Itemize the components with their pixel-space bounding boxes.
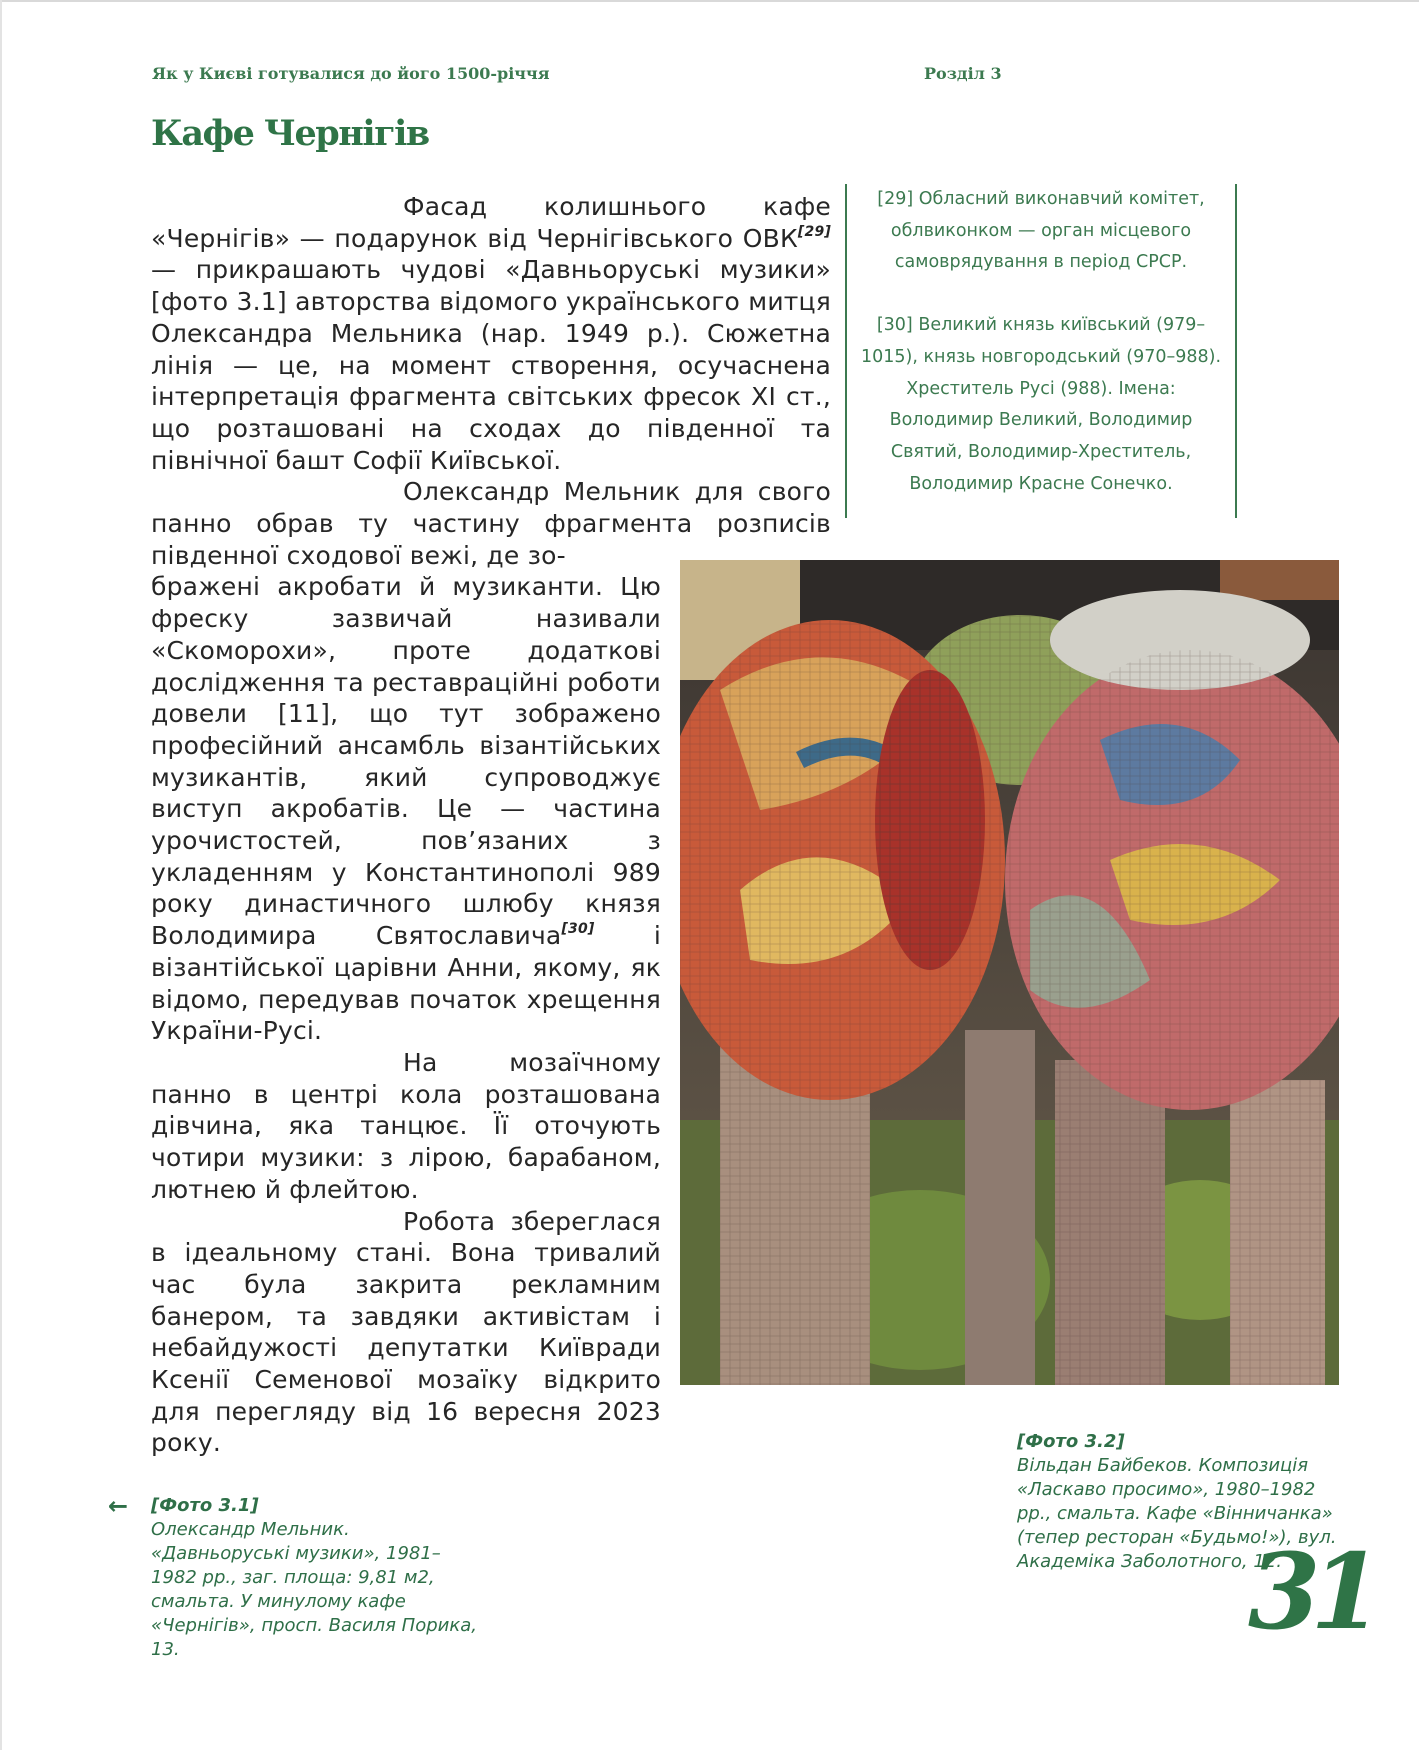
caption-photo-3-1-title: [Фото 3.1] <box>151 1495 259 1516</box>
footnote-30: [30] Великий князь київський (979–1015), князь новгородський (970–988). Хреститель Русі (988). Імена: Володимир Великий, Володимир Святий, Володимир-Хреститель, Володимир Красне Сонечко. <box>860 315 1222 494</box>
paragraph-2-continued: бражені акробати й музиканти. Цю фреску зазвичай називали «Скоморохи», проте додаткові дослідження та реставраційні роботи довели [11], що тут зображено професійний ансамбль візантійських музикантів, який супроводжує виступ акробатів. Це — частина урочистостей, пов’язаних з укладенням у Константинополі 989 року династичного шлюбу князя Володимира Святославича[30] і візантійської царівни Анни, якому, як відомо, передував початок хрещення України-Русі. <box>151 572 661 1046</box>
paragraph-3: На мозаїчному панно в центрі кола розташована дівчина, яка танцює. Її оточують чотири музики: з лірою, барабаном, лютнею й флейтою. <box>151 1047 661 1204</box>
mosaic-sculpture-image <box>680 560 1339 1385</box>
paragraph-2-top: Олександр Мельник для свого панно обрав ту частину фрагмента розписів південної сходової вежі, де зо- <box>151 477 831 570</box>
narrow-column <box>151 571 661 1459</box>
mosaic-photo <box>680 560 1339 1385</box>
running-header-chapter: Розділ 3 <box>924 64 1002 83</box>
page-edge-top <box>0 0 1419 2</box>
paragraph-4: Робота збереглася в ідеальному стані. Вона тривалий час була закрита рекламним банером, та завдяки активістам і небайдужості депутатки Київради Ксенії Семенової мозаїку відкрито для перегляду від 16 вересня 2023 року. <box>151 1206 661 1458</box>
footnote-29: [29] Обласний виконавчий комітет, облвиконком — орган місцевого самоврядування в період СРСР. <box>877 189 1205 273</box>
page-number: 31 <box>1248 1530 1373 1653</box>
running-header-title: Як у Києві готувалися до його 1500-річчя <box>152 64 550 83</box>
footnotes-column <box>845 184 1237 518</box>
caption-photo-3-2-text: Вільдан Байбеков. Композиція «Ласкаво просимо», 1980–1982 рр., смальта. Кафе «Вінничанка» (тепер ресторан «Будьмо!»), вул. Академіка Заболотного, 12. <box>1017 1455 1337 1572</box>
footnote-ref-30[interactable]: [30] <box>561 921 595 938</box>
caption-photo-3-1 <box>151 1494 481 1662</box>
caption-photo-3-1-text: Олександр Мельник. «Давньоруські музики», 1981–1982 рр., заг. площа: 9,81 м2, смальта. У минулому кафе «Чернігів», просп. Василя Порика, 13. <box>151 1519 477 1660</box>
footnote-ref-29[interactable]: [29] <box>797 223 831 240</box>
section-title: Кафе Чернігів <box>151 113 429 154</box>
back-arrow-icon: ← <box>108 1492 129 1520</box>
page-edge-left <box>0 0 2 1750</box>
paragraph-1: Фасад колишнього кафе «Чернігів» — подарунок від Чернігівського ОВК[29] — прикрашають чудові «Давньоруські музики» [фото 3.1] авторства відомого українського митця Олександра Мельника (нар. 1949 р.). Сюжетна лінія — це, на момент створення, осучаснена інтерпретація фрагмента світських фресок XI ст., що розташовані на сходах до південної та північної башт Софії Київської. <box>151 192 831 475</box>
caption-photo-3-2-title: [Фото 3.2] <box>1017 1431 1125 1452</box>
